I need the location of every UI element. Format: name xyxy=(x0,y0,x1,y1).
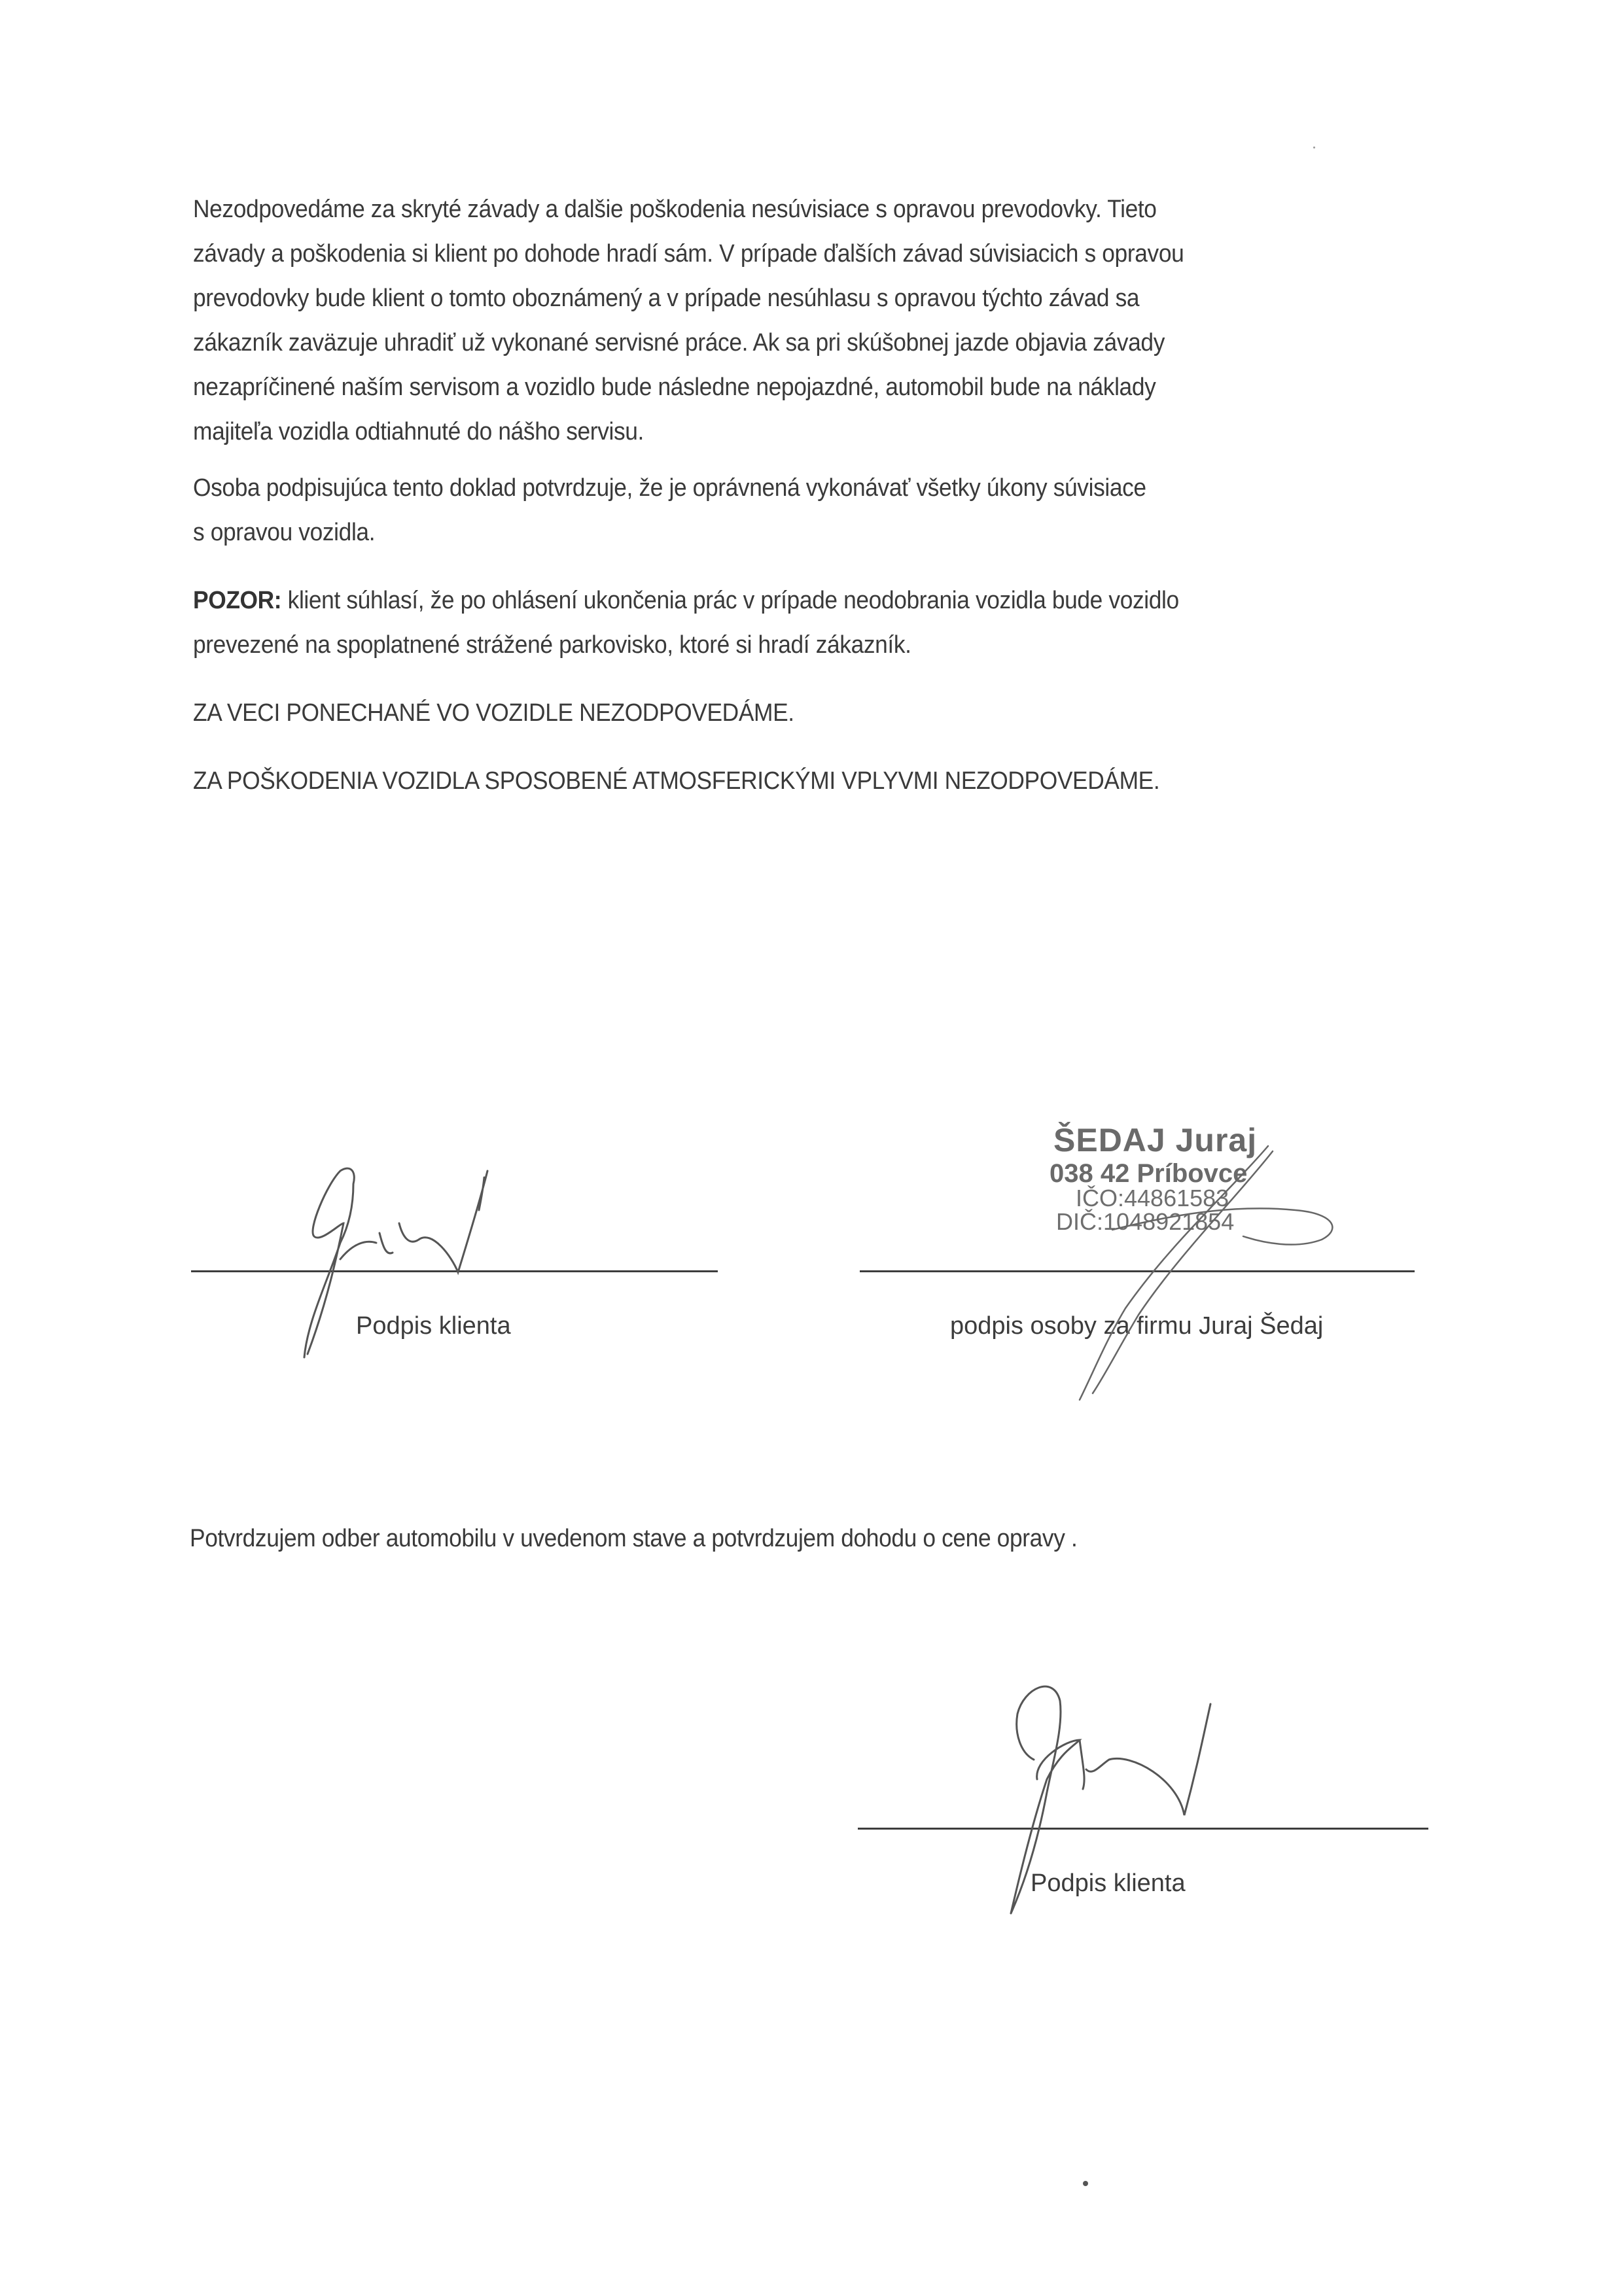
disclaimer-belongings xyxy=(193,691,839,735)
text-line: zákazník zaväzuje uhradiť už vykonané servisné práce. Ak sa pri skúšobnej jazde objavia závady xyxy=(193,329,1165,357)
confirmation-text xyxy=(190,1516,1144,1561)
client-signature-label: Podpis klienta xyxy=(356,1312,511,1340)
disclaimer-weather xyxy=(193,759,1232,803)
text-line: prevodovky bude klient o tomto oboznámený a v prípade nesúhlasu s opravou týchto závad sa xyxy=(193,285,1140,312)
paragraph-authorization xyxy=(193,466,1218,555)
text-line: ZA VECI PONECHANÉ VO VOZIDLE NEZODPOVEDÁME. xyxy=(193,699,794,727)
final-signature-line xyxy=(858,1828,1428,1830)
text-line: závady a poškodenia si klient po dohode hradí sám. V prípade ďalších závad súvisiacich s opravou xyxy=(193,240,1184,268)
company-signature-line xyxy=(860,1270,1415,1272)
text-line: Osoba podpisujúca tento doklad potvrdzuje, že je oprávnená vykonávať všetky úkony súvisiace xyxy=(193,474,1146,502)
text-line: nezapríčinené naším servisom a vozidlo bude následne nepojazdné, automobil bude na náklady xyxy=(193,374,1156,401)
text-line: ZA POŠKODENIA VOZIDLA SPOSOBENÉ ATMOSFERICKÝMI VPLYVMI NEZODPOVEDÁME. xyxy=(193,767,1160,795)
notice-text: klient súhlasí, že po ohlásení ukončenia prác v prípade neodobrania vozidla bude vozidlo xyxy=(281,587,1179,614)
stamp-ico: IČO:44861583 xyxy=(1076,1185,1229,1211)
notice-label: POZOR: xyxy=(193,587,282,614)
text-line: Nezodpovedáme za skryté závady a dalšie poškodenia nesúvisiace s opravou prevodovky. Tieto xyxy=(193,196,1157,223)
text-line xyxy=(193,578,1179,623)
stamp-dic: DIČ:1048921854 xyxy=(1056,1208,1235,1235)
final-signature-label: Podpis klienta xyxy=(1031,1870,1186,1897)
text-line: prevezené na spoplatnené strážené parkovisko, ktoré si hradí zákazník. xyxy=(193,631,911,659)
company-signature-label: podpis osoby za firmu Juraj Šedaj xyxy=(950,1312,1324,1340)
paragraph-notice xyxy=(193,578,1253,667)
text-line: s opravou vozidla. xyxy=(193,519,376,546)
scan-speck xyxy=(1083,2181,1088,2186)
stamp-address: 038 42 Príbovce xyxy=(1050,1159,1248,1188)
stamp-name: ŠEDAJ Juraj xyxy=(1053,1122,1258,1158)
scan-speck xyxy=(1313,147,1315,148)
client-signature-line xyxy=(191,1270,718,1272)
text-line: majiteľa vozidla odtiahnuté do nášho servisu. xyxy=(193,418,644,445)
company-stamp xyxy=(1050,1122,1258,1235)
text-line: Potvrdzujem odber automobilu v uvedenom stave a potvrdzujem dohodu o cene opravy . xyxy=(190,1525,1078,1552)
paragraph-liability xyxy=(193,187,1258,454)
